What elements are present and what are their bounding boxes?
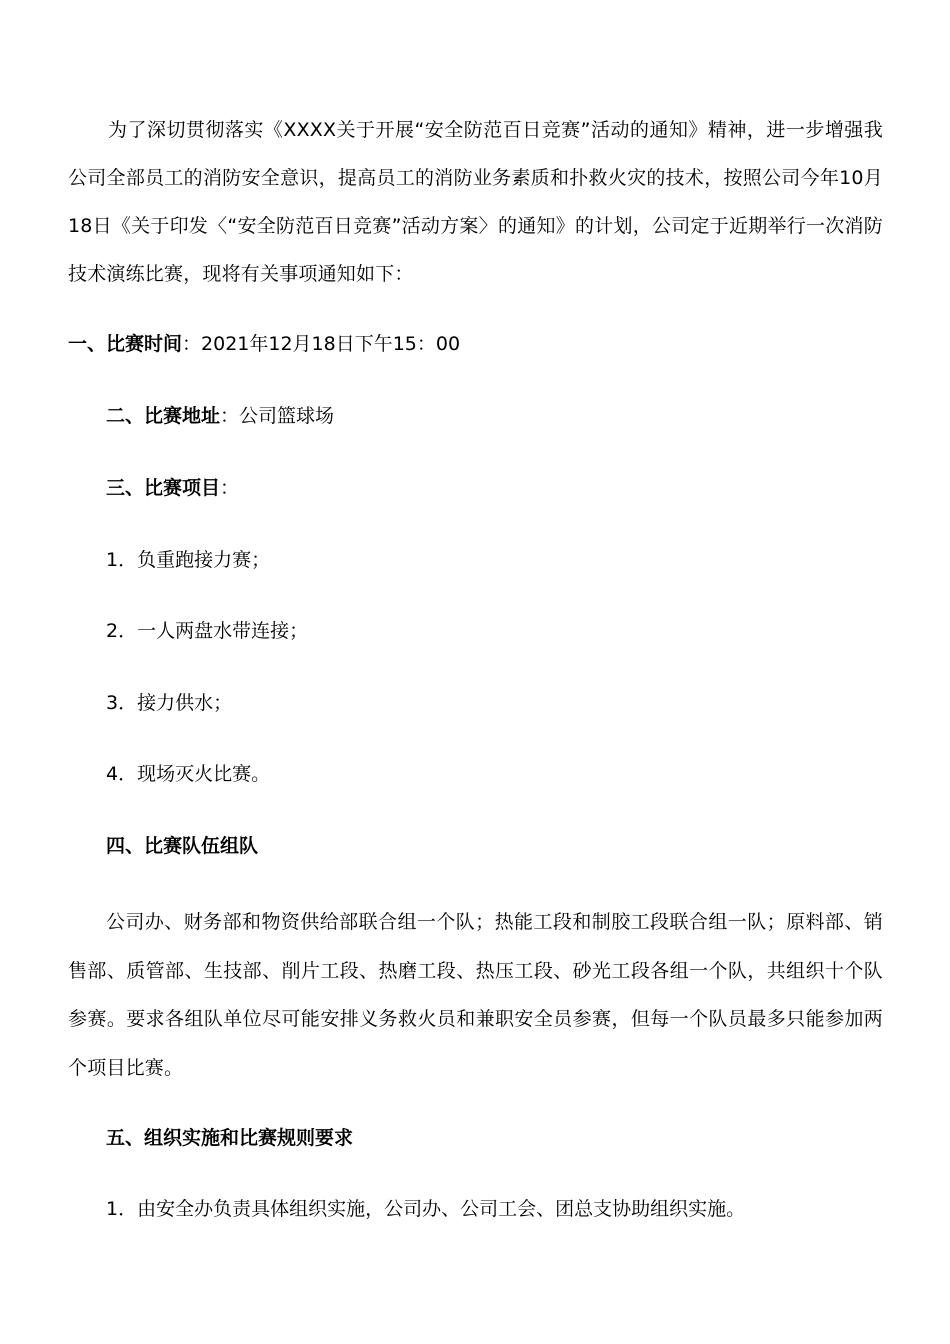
section-events-colon: ： [220, 477, 240, 499]
section-time [68, 329, 460, 359]
rules-item: 1．由安全办负责具体组织实施，公司办、公司工会、团总支协助组织实施。 [106, 1198, 746, 1220]
section-events-heading: 三、比赛项目 [106, 477, 221, 499]
section-location-value: ：公司篮球场 [220, 405, 335, 427]
section-events [106, 473, 239, 503]
event-item: 4．现场灭火比赛。 [106, 763, 271, 785]
section-time-heading: 一、比赛时间 [68, 333, 183, 355]
event-item: 2．一人两盘水带连接； [106, 620, 309, 642]
event-item: 3．接力供水； [106, 692, 233, 714]
section-location-heading: 二、比赛地址 [106, 405, 221, 427]
section-time-value: ：2021年12月18日下午15：00 [182, 333, 461, 355]
intro-paragraph: 为了深切贯彻落实《XXXX关于开展“安全防范百日竞赛”活动的通知》精神，进一步增强我公司全部员工的消防安全意识，提高员工的消防业务素质和扑救火灾的技术，按照公司今年10月18日《关于印发〈“安全防范百日竞赛”活动方案〉的通知》的计划，公司定于近期举行一次消防技术演练比赛，现将有关事项通知如下： [68, 119, 883, 285]
section-rules-heading: 五、组织实施和比赛规则要求 [106, 1127, 354, 1149]
section-location [106, 401, 334, 431]
event-item: 1．负重跑接力赛； [106, 549, 271, 571]
section-teams-heading: 四、比赛队伍组队 [106, 835, 259, 857]
section-teams-body: 公司办、财务部和物资供给部联合组一个队；热能工段和制胶工段联合组一队；原料部、销售部、质管部、生技部、削片工段、热磨工段、热压工段、砂光工段各组一个队，共组织十个队参赛。要求各组队单位尽可能安排义务救火员和兼职安全员参赛，但每一个队员最多只能参加两个项目比赛。 [68, 911, 883, 1079]
